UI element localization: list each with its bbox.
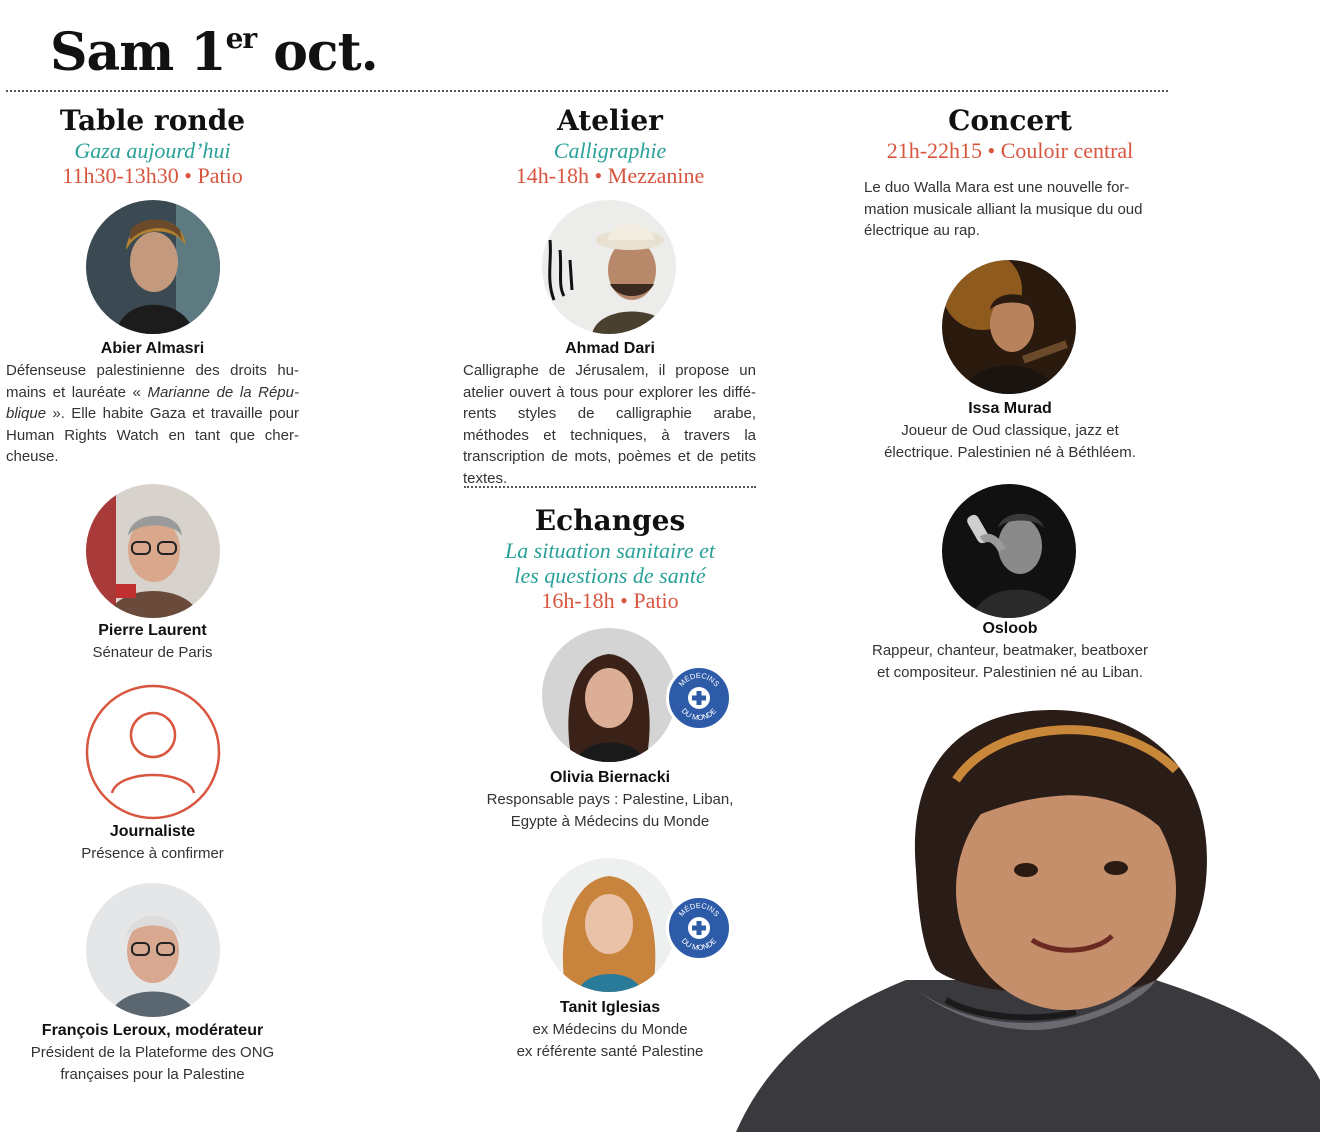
ahmad-dari-name: Ahmad Dari — [565, 340, 655, 357]
svg-text:DU MONDE: DU MONDE — [679, 706, 719, 723]
osloob-desc-line2: et compositeur. Palestinien né au Liban. — [876, 664, 1143, 681]
issa-murad-desc-line1: Joueur de Oud classique, jazz et — [901, 422, 1119, 439]
tanit-iglesias-desc-line1: ex Médecins du Monde — [532, 1021, 688, 1038]
echanges-header — [460, 504, 760, 613]
issa-murad-desc-line2: électrique. Palestinien né à Béthléem. — [884, 444, 1136, 461]
issa-murad-name: Issa Murad — [968, 400, 1052, 417]
table-ronde-subtitle: Gaza aujourd’hui — [74, 138, 231, 163]
echanges-title: Echanges — [534, 504, 686, 537]
concert-header — [860, 104, 1160, 163]
child-photo — [736, 700, 1320, 1132]
pierre-laurent-description: Sénateur de Paris — [92, 644, 213, 661]
table-ronde-time: 11h30-13h30 • Patio — [62, 163, 243, 188]
date-heading: Sam 1er oct. — [50, 22, 378, 83]
atelier-title: Atelier — [557, 104, 663, 137]
medecins-du-monde-badge-icon — [666, 665, 732, 731]
francois-leroux-name: François Leroux, modérateur — [41, 1022, 264, 1039]
atelier-divider — [464, 486, 756, 488]
tanit-iglesias-photo — [542, 858, 676, 992]
table-ronde-header — [0, 104, 305, 188]
person-placeholder-icon — [84, 683, 222, 821]
concert-title: Concert — [948, 104, 1072, 137]
olivia-biernacki-photo — [542, 628, 676, 762]
svg-text:MÉDECINS: MÉDECINS — [676, 900, 722, 919]
osloob-name: Osloob — [982, 620, 1038, 637]
atelier-time: 14h-18h • Mezzanine — [515, 163, 705, 188]
francois-leroux-photo — [86, 883, 220, 1017]
pierre-laurent-photo — [86, 484, 220, 618]
svg-text:DU MONDE: DU MONDE — [679, 936, 719, 953]
echanges-subtitle-line1: La situation sanitaire et — [504, 538, 716, 563]
atelier-header — [460, 104, 760, 188]
echanges-subtitle-line2: les questions de santé — [514, 563, 706, 588]
olivia-biernacki-desc-line2: Egypte à Médecins du Monde — [510, 813, 710, 830]
olivia-biernacki-desc-line1: Responsable pays : Palestine, Liban, — [486, 791, 734, 808]
osloob-photo — [942, 484, 1076, 618]
svg-text:MÉDECINS: MÉDECINS — [676, 670, 722, 689]
medecins-du-monde-badge-icon — [666, 895, 732, 961]
tanit-iglesias-desc-line2: ex référente santé Palestine — [516, 1043, 704, 1060]
osloob-desc-line1: Rappeur, chanteur, beatmaker, beatboxer — [871, 642, 1149, 659]
abier-almasri-photo — [86, 200, 220, 334]
atelier-subtitle: Calligraphie — [553, 138, 667, 163]
tanit-iglesias-name: Tanit Iglesias — [559, 999, 661, 1016]
table-ronde-title: Table ronde — [59, 104, 246, 137]
abier-almasri-description: Défenseuse palestinienne des droits hu-mains et lauréate « Marianne de la Répu-blique ». Elle habite Gaza et travaille pour Human Rights Watch en tant que cher-cheuse. — [6, 362, 299, 465]
francois-leroux-description: Président de la Plateforme des ONG françaises pour la Palestine — [30, 1044, 275, 1083]
concert-intro: Le duo Walla Mara est une nouvelle for-mation musicale alliant la musique du oud électrique au rap. — [864, 179, 1143, 239]
header-divider — [6, 90, 1168, 92]
abier-almasri-name: Abier Almasri — [100, 340, 205, 357]
echanges-time: 16h-18h • Patio — [541, 588, 679, 613]
issa-murad-photo — [942, 260, 1076, 394]
olivia-biernacki-name: Olivia Biernacki — [549, 769, 671, 786]
pierre-laurent-name: Pierre Laurent — [98, 622, 207, 639]
journaliste-description: Présence à confirmer — [81, 845, 224, 862]
journaliste-name: Journaliste — [109, 823, 196, 840]
ahmad-dari-description: Calligraphe de Jérusalem, il propose un atelier ouvert à tous pour explorer les diffé-rents styles de calligraphie arabe, méthodes et techniques, à travers la transcription de mots, poèmes et de petits textes. — [463, 362, 756, 487]
concert-time: 21h-22h15 • Couloir central — [886, 138, 1134, 163]
ahmad-dari-photo — [542, 200, 676, 334]
